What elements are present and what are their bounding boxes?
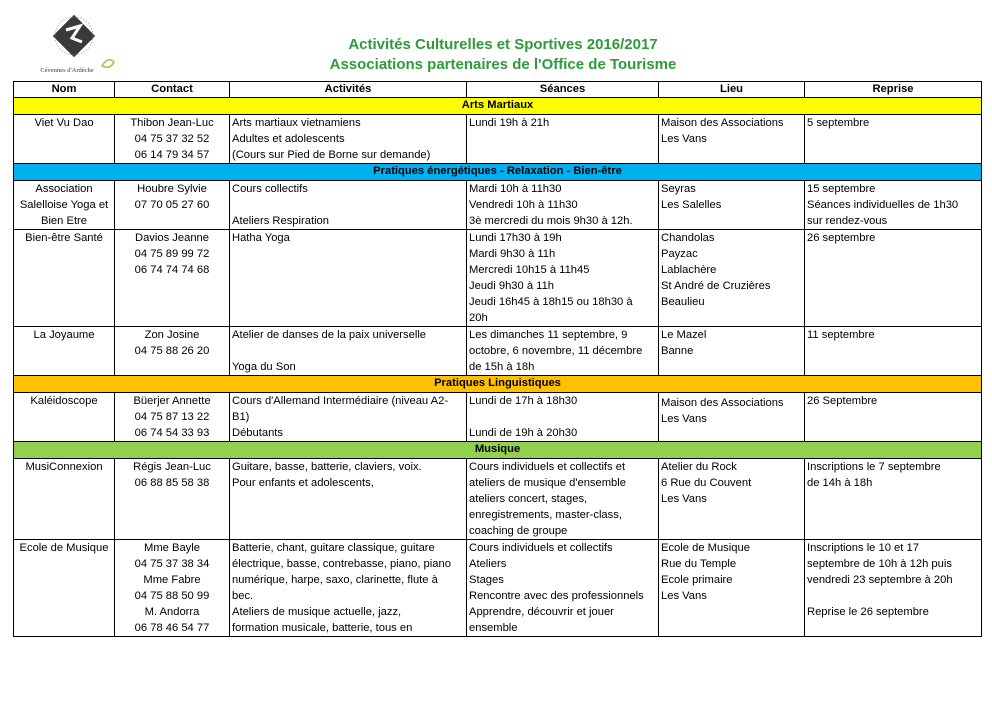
logo-text: Cévennes d'Ardèche (40, 67, 94, 74)
row-seances: Cours individuels et collectifs et ateliers de musique d'ensemble ateliers concert, stages, enregistrements, master-class, coaching de groupe (467, 459, 659, 540)
table-header-row (14, 82, 982, 98)
row-lieu: Maison des Associations Les Vans (659, 393, 805, 442)
col-header-activites: Activités (230, 82, 467, 98)
row-seances: Les dimanches 11 septembre, 9 octobre, 6 novembre, 11 décembre de 15h à 18h (467, 327, 659, 376)
page-subtitle: Associations partenaires de l'Office de Tourisme (329, 56, 677, 73)
row-lieu: Chandolas Payzac Lablachère St André de Cruzières Beaulieu (659, 230, 805, 327)
page-title: Activités Culturelles et Sportives 2016/2017 (348, 36, 658, 53)
row-name: Kaléidoscope (14, 393, 115, 442)
category-row-arts (14, 98, 982, 115)
page-header (0, 35, 992, 75)
row-name: La Joyaume (14, 327, 115, 376)
table-row (14, 230, 982, 327)
row-seances: Lundi 17h30 à 19h Mardi 9h30 à 11h Mercredi 10h15 à 11h45 Jeudi 9h30 à 11h Jeudi 16h45 à 18h15 ou 18h30 à 20h (467, 230, 659, 327)
row-lieu: Le Mazel Banne (659, 327, 805, 376)
row-contact: Mme Bayle 04 75 37 38 34 Mme Fabre 04 75 88 50 99 M. Andorra 06 78 46 54 77 (115, 540, 230, 637)
row-seances: Cours individuels et collectifs Ateliers Stages Rencontre avec des professionnels Apprendre, découvrir et jouer ensemble (467, 540, 659, 637)
table-row (14, 540, 982, 637)
row-lieu: Maison des Associations Les Vans (659, 115, 805, 164)
row-name: Association Salelloise Yoga et Bien Etre (14, 181, 115, 230)
row-reprise: 15 septembre Séances individuelles de 1h30 sur rendez-vous (805, 181, 982, 230)
category-row-energie (14, 164, 982, 181)
col-header-seances: Séances (467, 82, 659, 98)
row-contact: Houbre Sylvie 07 70 05 27 60 (115, 181, 230, 230)
row-name: Ecole de Musique (14, 540, 115, 637)
row-reprise: 26 septembre (805, 230, 982, 327)
row-activites: Guitare, basse, batterie, claviers, voix. Pour enfants et adolescents, (230, 459, 467, 540)
row-reprise: 11 septembre (805, 327, 982, 376)
row-activites: Cours d'Allemand Intermédiaire (niveau A2- B1) Débutants (230, 393, 467, 442)
col-header-nom: Nom (14, 82, 115, 98)
row-reprise: Inscriptions le 7 septembre de 14h à 18h (805, 459, 982, 540)
row-contact: Régis Jean-Luc 06 88 85 58 38 (115, 459, 230, 540)
row-lieu: Atelier du Rock 6 Rue du Couvent Les Vans (659, 459, 805, 540)
table-row (14, 115, 982, 164)
row-reprise: Inscriptions le 10 et 17 septembre de 10h à 12h puis vendredi 23 septembre à 20h Reprise le 26 septembre (805, 540, 982, 637)
table-row (14, 393, 982, 442)
category-musique: Musique (14, 442, 982, 459)
row-name: Viet Vu Dao (14, 115, 115, 164)
table-row (14, 459, 982, 540)
row-name: MusiConnexion (14, 459, 115, 540)
category-pratiques-linguistiques: Pratiques Linguistiques (14, 376, 982, 393)
row-seances: Lundi de 17h à 18h30 Lundi de 19h à 20h30 (467, 393, 659, 442)
row-contact: Davios Jeanne 04 75 89 99 72 06 74 74 74 68 (115, 230, 230, 327)
category-row-ling (14, 376, 982, 393)
row-seances: Mardi 10h à 11h30 Vendredi 10h à 11h30 3è mercredi du mois 9h30 à 12h. (467, 181, 659, 230)
row-activites: Hatha Yoga (230, 230, 467, 327)
col-header-reprise: Reprise (805, 82, 982, 98)
row-seances: Lundi 19h à 21h (467, 115, 659, 164)
row-activites: Batterie, chant, guitare classique, guitare électrique, basse, contrebasse, piano, piano numérique, harpe, saxo, clarinette, flute à bec. Ateliers de musique actuelle, jazz, formation musicale, batterie, tous en (230, 540, 467, 637)
row-reprise: 5 septembre (805, 115, 982, 164)
row-contact: Zon Josine 04 75 88 26 20 (115, 327, 230, 376)
row-activites: Atelier de danses de la paix universelle Yoga du Son (230, 327, 467, 376)
col-header-lieu: Lieu (659, 82, 805, 98)
col-header-contact: Contact (115, 82, 230, 98)
category-row-musique (14, 442, 982, 459)
table-row (14, 181, 982, 230)
row-activites: Cours collectifs Ateliers Respiration (230, 181, 467, 230)
row-lieu: Seyras Les Salelles (659, 181, 805, 230)
row-activites: Arts martiaux vietnamiens Adultes et adolescents (Cours sur Pied de Borne sur demande) (230, 115, 467, 164)
category-arts-martiaux: Arts Martiaux (14, 98, 982, 115)
row-lieu: Ecole de Musique Rue du Temple Ecole primaire Les Vans (659, 540, 805, 637)
row-name: Bien-être Santé (14, 230, 115, 327)
row-reprise: 26 Septembre (805, 393, 982, 442)
activities-table (13, 81, 982, 637)
category-pratiques-energetiques: Pratiques énergétiques - Relaxation - Bien-être (14, 164, 982, 181)
table-row (14, 327, 982, 376)
row-contact: Büerjer Annette 04 75 87 13 22 06 74 54 33 93 (115, 393, 230, 442)
row-contact: Thibon Jean-Luc 04 75 37 32 52 06 14 79 34 57 (115, 115, 230, 164)
